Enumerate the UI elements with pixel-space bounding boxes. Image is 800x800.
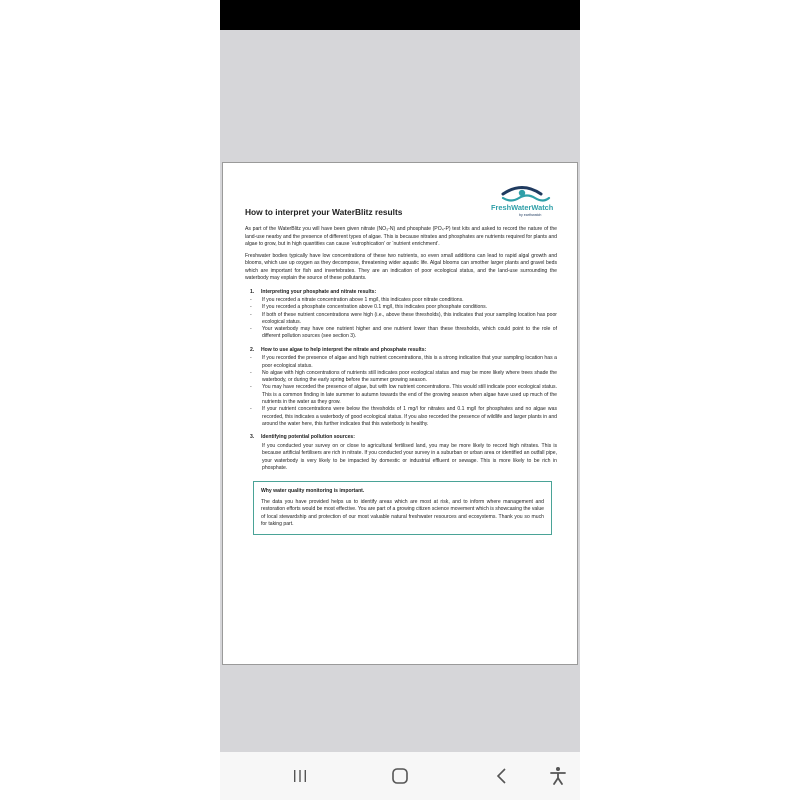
section-3-text: If you conducted your survey on or close to agricultural fertilised land, you may be more likely to record high nitrates. This is because artificial fertilisers are rich in nitrate. If you conducted your survey in a suburban or urban area or identified an outfall pipe, your waterbody is very likely to be impacted by domestic or industrial effluent or sewage. This is more likely to be rich in phosphate.	[262, 442, 557, 472]
accessibility-button[interactable]	[546, 766, 570, 786]
monitoring-info-box	[253, 481, 552, 535]
section-2-number: 2.	[250, 346, 255, 353]
section-2-title: How to use algae to help interpret the nitrate and phosphate results:	[261, 346, 427, 353]
logo-byline: by earthwatch	[519, 213, 542, 217]
box-text: The data you have provided helps us to identify areas which are most at risk, and to inform where management and restoration efforts would be most effective. You are part of a growing citizen science movement which is showcasing the value of local stewardship and protection of our most valuable natural freshwater resources and ecosystems. Thank you so much for taking part.	[261, 498, 544, 528]
home-icon	[391, 767, 409, 785]
section-2-list	[245, 355, 557, 428]
list-item: - If you recorded a nitrate concentration above 1 mg/l, this indicates poor nitrate conditions.	[250, 297, 464, 303]
home-button[interactable]	[388, 766, 412, 786]
navigation-bar	[220, 752, 580, 800]
document-page[interactable]	[222, 162, 578, 665]
section-3-number: 3.	[250, 434, 255, 441]
list-item: - You may have recorded the presence of algae, but with low nutrient concentrations. This would still indicate poor ecological status. This is a common finding in late summer to autumn towards the end of the growing season when algae have used up much of the nutrients in the water as they grow.	[250, 384, 557, 406]
box-heading: Why water quality monitoring is important.	[261, 487, 365, 494]
intro-paragraph-2: Freshwater bodies typically have low concentrations of these two nutrients, so even small additions can lead to rapid algal growth and blooms, which use up oxygen as they decompose, threatening wider aquatic life. Algal blooms can smother larger plants and gravel beds which are important for fish and invertebrates. They are an indication of poor ecological status, and the land-use surrounding the waterbody may explain the source of these pollutants.	[245, 252, 557, 281]
section-2-heading	[250, 347, 557, 355]
list-item: - Your waterbody may have one nutrient higher and one nutrient lower than these thresholds, which could point to the role of different pollution sources (see section 3).	[250, 326, 557, 340]
phone-screen	[220, 0, 580, 800]
list-item: - If both of these nutrient concentrations were high (i.e., above these thresholds), this indicates that your sampling location has poor ecological status.	[250, 311, 557, 325]
intro-paragraph-1: As part of the WaterBlitz you will have been given nitrate (NO₃-N) and phosphate (PO₄-P) test kits and asked to record the nature of the land-use nearby and the presence of different types of algae. This is because nitrates and phosphates are nutrients required for plants and algae to grow, but in high quantities can cause ‘eutrophication’ or ‘nutrient enrichment’.	[245, 226, 557, 247]
document-title: How to interpret your WaterBlitz results	[245, 207, 403, 217]
section-1-title: Interpreting your phosphate and nitrate results:	[261, 288, 377, 295]
logo-brand: FreshWaterWatch	[491, 203, 554, 212]
recent-apps-icon	[291, 768, 309, 784]
back-icon	[495, 767, 509, 785]
list-item: - No algae with high concentrations of nutrients still indicates poor ecological status and may be more likely where trees shade the waterbody, or during the early spring before the summer growing season.	[250, 369, 557, 384]
section-1-heading	[250, 289, 557, 297]
section-3-title: Identifying potential pollution sources:	[261, 434, 355, 441]
document-viewer[interactable]	[220, 30, 580, 752]
section-1-list	[245, 297, 557, 341]
list-item: - If you recorded the presence of algae and high nutrient concentrations, this is a strong indication that your sampling location has a poor ecological status.	[250, 355, 557, 369]
list-item: - If your nutrient concentrations were below the thresholds of 1 mg/l for nitrates and 0.1 mg/l for phosphates and no algae was recorded, this indicates a waterbody of good ecological status. If you also recorded the presence of wildlife and larger plants in and around the water here, this further indicates that this waterbody is healthy.	[250, 406, 557, 427]
recent-apps-button[interactable]	[288, 766, 312, 786]
document-content	[245, 185, 557, 535]
back-button[interactable]	[490, 766, 514, 786]
accessibility-icon	[549, 766, 567, 786]
section-1-number: 1.	[250, 288, 255, 295]
list-item: - If you recorded a phosphate concentration above 0.1 mg/l, this indicates poor phosphate conditions.	[250, 304, 488, 311]
status-bar	[220, 0, 580, 30]
section-3-heading	[250, 434, 557, 442]
